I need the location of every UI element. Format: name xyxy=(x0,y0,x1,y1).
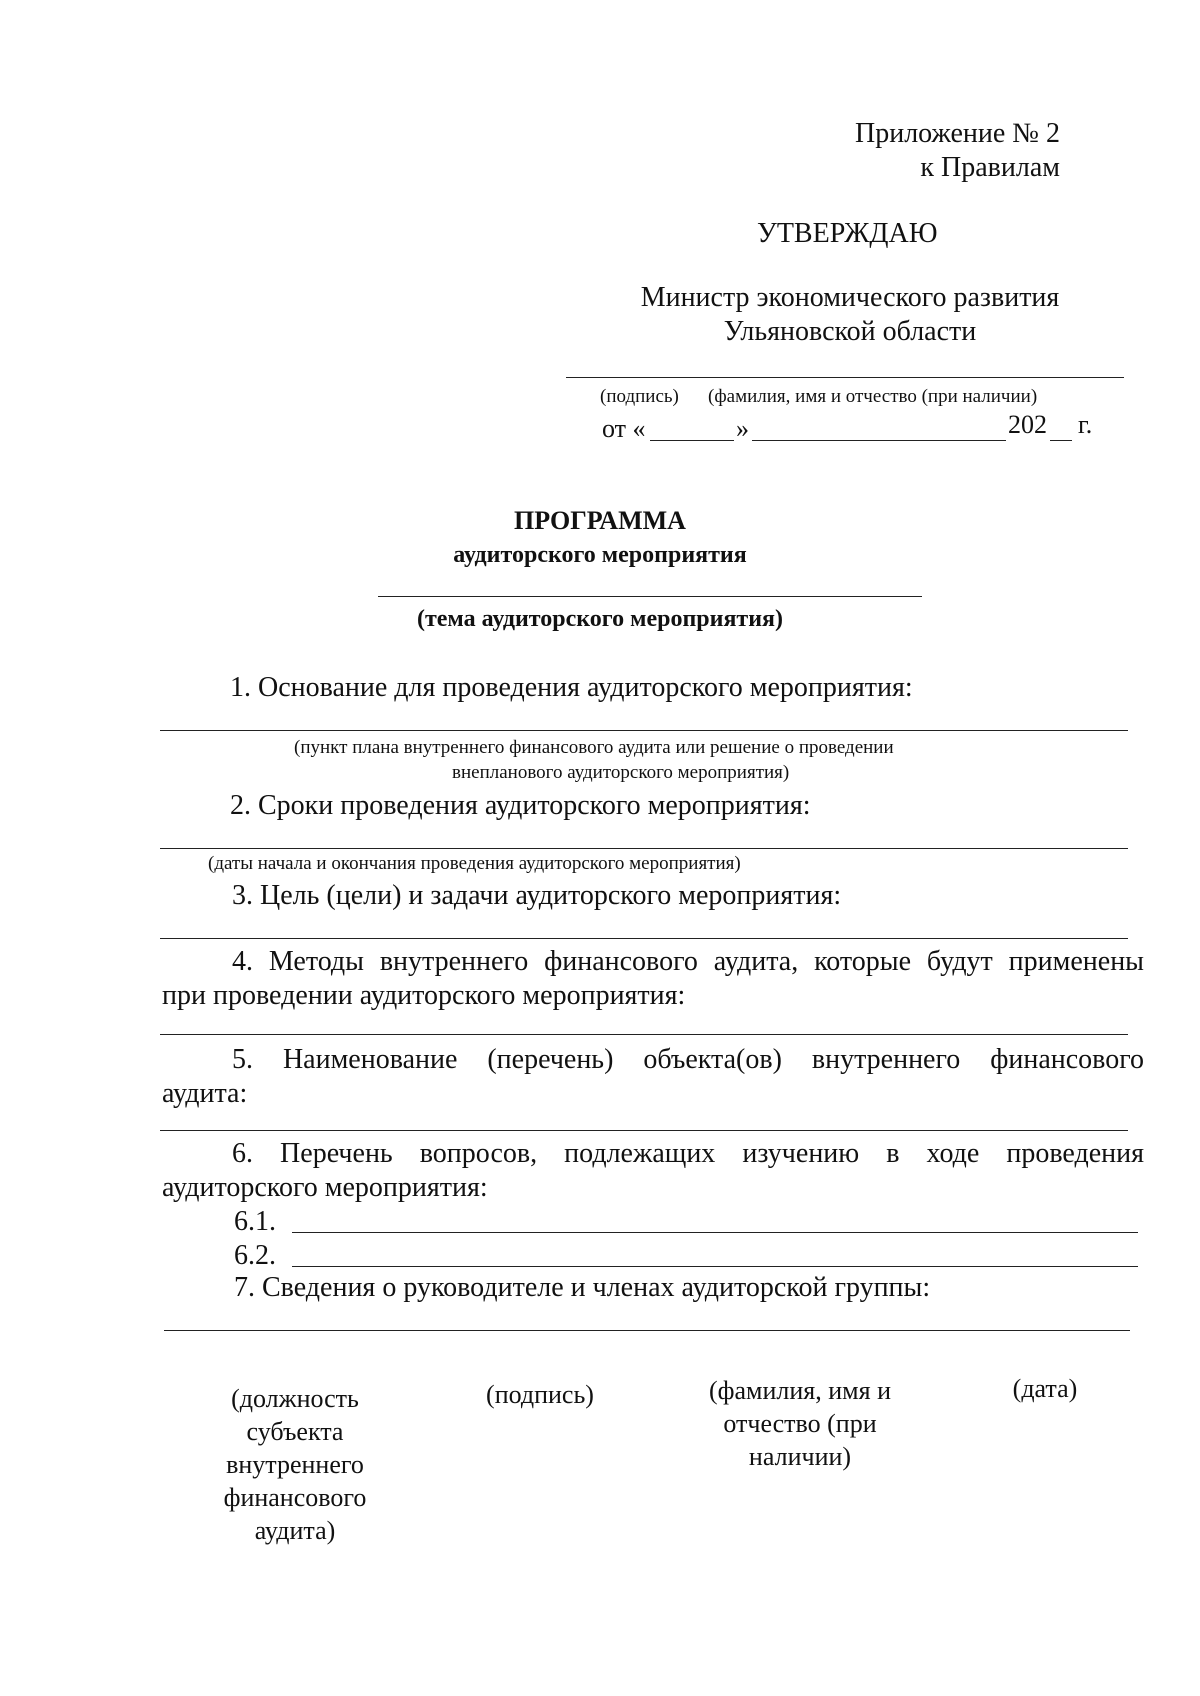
section-1-line[interactable] xyxy=(160,730,1128,731)
document-title: ПРОГРАММА xyxy=(514,506,686,535)
section-1-basis: 1. Основание для проведения аудиторского мероприятия: xyxy=(230,672,913,703)
column-name-caption: (фамилия, имя и отчество (при наличии) xyxy=(709,1376,891,1471)
section-3-line[interactable] xyxy=(160,938,1128,939)
section-6-questions-line1: 6. Перечень вопросов, подлежащих изучению в ходе проведения xyxy=(232,1138,1144,1169)
date-year-suffix: г. xyxy=(1078,410,1093,439)
document-subtitle: аудиторского мероприятия xyxy=(453,542,747,568)
date-year: 202 xyxy=(1008,410,1047,439)
section-2-caption: (даты начала и окончания проведения аудиторского мероприятия) xyxy=(208,853,741,874)
date-month-blank[interactable] xyxy=(752,440,1006,441)
section-7-group: 7. Сведения о руководителе и членах аудиторской группы: xyxy=(234,1272,931,1303)
section-6-1-label: 6.1. xyxy=(234,1206,276,1237)
section-6-2-label: 6.2. xyxy=(234,1240,276,1271)
appendix-rules: к Правилам xyxy=(920,152,1060,183)
date-mid: » xyxy=(736,414,749,443)
name-caption: (фамилия, имя и отчество (при наличии) xyxy=(708,386,1038,407)
approve-heading: УТВЕРЖДАЮ xyxy=(757,218,938,249)
section-5-line[interactable] xyxy=(160,1130,1128,1131)
approver-position-line2: Ульяновской области xyxy=(723,316,977,347)
approver-signature-line xyxy=(566,377,1124,378)
date-year-blank[interactable] xyxy=(1050,440,1072,441)
column-date-caption: (дата) xyxy=(1012,1374,1078,1403)
section-4-methods-line2: при проведении аудиторского мероприятия: xyxy=(162,980,686,1011)
topic-line[interactable] xyxy=(378,596,922,597)
signature-caption: (подпись) xyxy=(600,386,679,407)
section-4-line[interactable] xyxy=(160,1034,1128,1035)
date-prefix: от « xyxy=(602,414,646,443)
date-day-blank[interactable] xyxy=(650,440,734,441)
section-4-methods-line1: 4. Методы внутреннего финансового аудита, которые будут применены xyxy=(232,946,1144,977)
column-position-caption: (должность субъекта внутреннего финансового аудита) xyxy=(223,1384,367,1545)
section-1-caption-line1: (пункт плана внутреннего финансового аудита или решение о проведении xyxy=(294,737,894,758)
section-7-line[interactable] xyxy=(164,1330,1130,1331)
approver-position-line1: Министр экономического развития xyxy=(640,282,1060,313)
column-signature-caption: (подпись) xyxy=(486,1380,594,1409)
section-5-objects-line1: 5. Наименование (перечень) объекта(ов) внутреннего финансового xyxy=(232,1044,1144,1075)
topic-caption: (тема аудиторского мероприятия) xyxy=(416,606,784,632)
section-5-objects-line2: аудита: xyxy=(162,1078,248,1109)
section-1-caption-line2: внепланового аудиторского мероприятия) xyxy=(452,762,790,783)
section-3-goals: 3. Цель (цели) и задачи аудиторского мероприятия: xyxy=(232,880,842,911)
appendix-number: Приложение № 2 xyxy=(855,118,1060,149)
section-2-dates: 2. Сроки проведения аудиторского мероприятия: xyxy=(230,790,811,821)
section-6-questions-line2: аудиторского мероприятия: xyxy=(162,1172,488,1203)
section-2-line[interactable] xyxy=(160,848,1128,849)
section-6-1-line[interactable] xyxy=(292,1232,1138,1233)
section-6-2-line[interactable] xyxy=(292,1266,1138,1267)
